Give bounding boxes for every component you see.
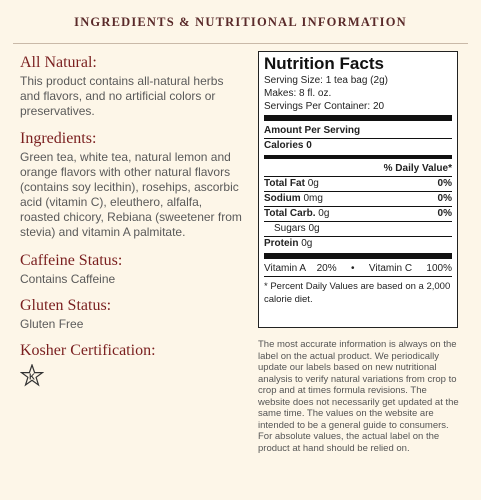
page-title: INGREDIENTS & NUTRITIONAL INFORMATION (74, 14, 407, 29)
all-natural-section (20, 54, 242, 119)
kosher-title: Kosher Certification: (20, 342, 156, 359)
nutrient-row-sugars: Sugars 0g (274, 223, 320, 234)
calories-row: Calories 0 (264, 140, 312, 151)
product-info-column (20, 54, 242, 393)
nutrition-facts-label (258, 51, 458, 328)
ingredients-text: Green tea, white tea, natural lemon and orange flavors with other natural flavors (contains soy lecithin), rosehips, ascorbic acid (vitamin C), eleuthero, alfalfa, roasted chicory, Rebiana (sweetener from stevia) and vitamin A palmitate. (20, 150, 242, 239)
nutrient-row-total-carb: Total Carb. 0g 0% (264, 208, 452, 219)
dv-header: % Daily Value* (383, 163, 452, 174)
divider (264, 276, 452, 277)
nutrition-title: Nutrition Facts (264, 54, 384, 73)
nutrient-row-total-fat: Total Fat 0g 0% (264, 178, 452, 189)
accuracy-disclaimer: The most accurate information is always on the label on the actual product. We periodically update our labels based on new nutritional analysis to verify natural variations from crop to crop and at times formula revisions. The website does not necessarily get updated at the same time. The values on the website are intended to be a general guide to consumers. For absolute values, the actual label on the product at hand should be relied on. (258, 339, 459, 454)
gluten-text: Gluten Free (20, 317, 84, 331)
header (0, 0, 481, 44)
divider-thick (264, 253, 452, 259)
divider-thick (264, 155, 452, 159)
all-natural-title: All Natural: (20, 54, 97, 71)
amount-per-serving: Amount Per Serving (264, 125, 361, 136)
serving-size: Serving Size: 1 tea bag (2g) (264, 75, 388, 86)
makes: Makes: 8 fl. oz. (264, 88, 332, 99)
vitamins-row: Vitamin A 20% • Vitamin C 100% (264, 263, 452, 274)
header-divider (13, 43, 468, 44)
kosher-section (20, 342, 242, 393)
kosher-star-k-icon (20, 364, 44, 388)
caffeine-section (20, 252, 242, 287)
nutrient-row-protein: Protein 0g (264, 238, 313, 249)
daily-value-footnote: * Percent Daily Values are based on a 2,000 calorie diet. (264, 281, 451, 305)
ingredients-section (20, 130, 242, 240)
svg-text:K: K (29, 372, 35, 382)
caffeine-text: Contains Caffeine (20, 272, 116, 286)
nutrient-row-sodium: Sodium 0mg 0% (264, 193, 452, 204)
servings-per-container: Servings Per Container: 20 (264, 101, 385, 112)
ingredients-title: Ingredients: (20, 130, 97, 147)
all-natural-text: This product contains all-natural herbs and flavors, and no artificial colors or preservatives. (20, 74, 224, 118)
gluten-title: Gluten Status: (20, 297, 112, 314)
gluten-section (20, 297, 242, 332)
divider-thick (264, 115, 452, 121)
caffeine-title: Caffeine Status: (20, 252, 123, 269)
